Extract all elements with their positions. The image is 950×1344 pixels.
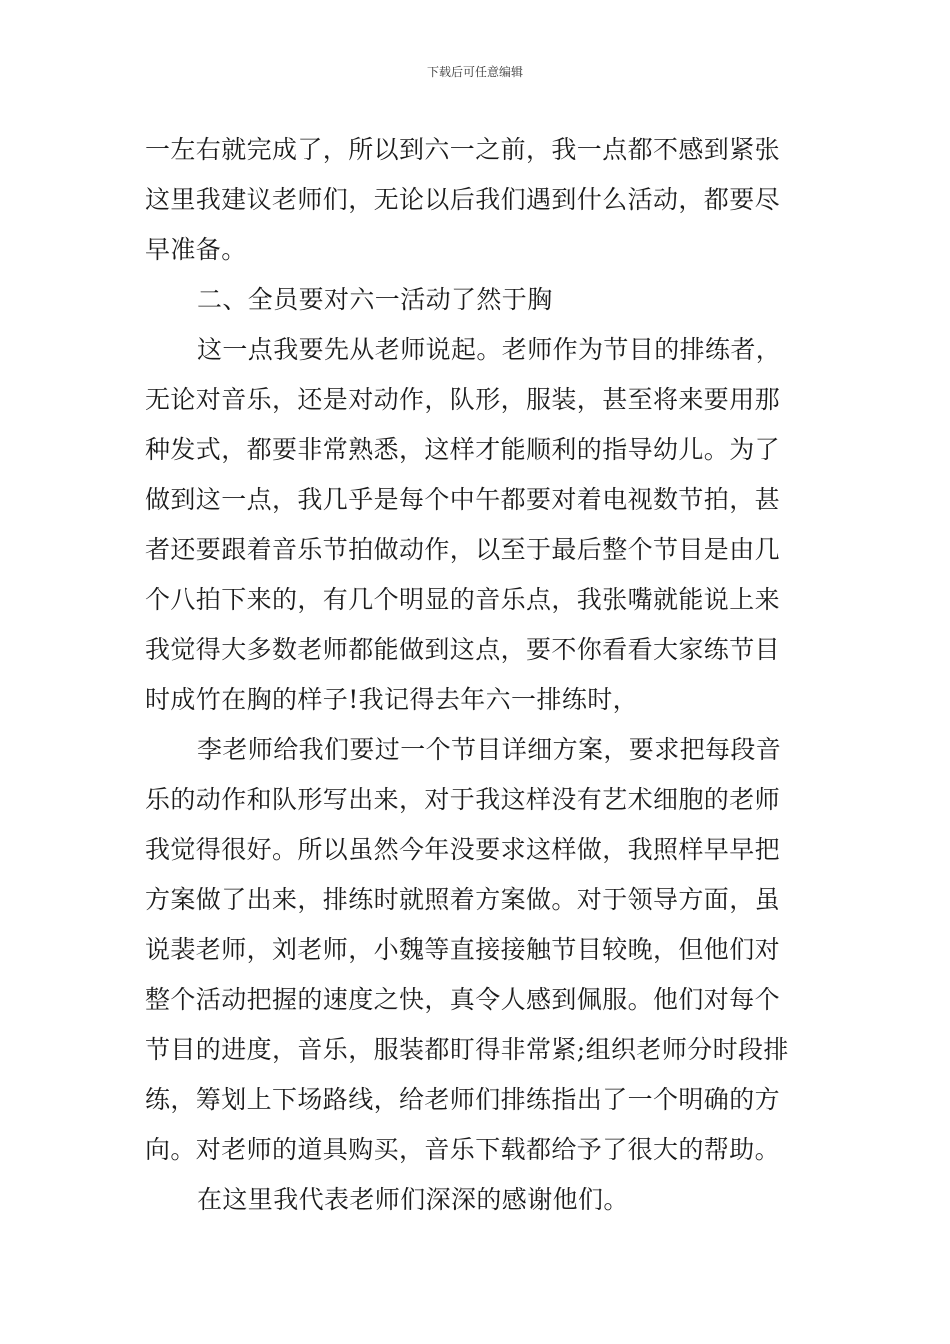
text-line: 节目的进度，音乐，服装都盯得非常紧;组织老师分时段排: [145, 1035, 789, 1064]
text-line: 无论对音乐，还是对动作，队形，服装，甚至将来要用那: [145, 385, 781, 414]
text-line: 这一点我要先从老师说起。老师作为节目的排练者，: [197, 335, 782, 364]
text-line: 做到这一点，我几乎是每个中午都要对着电视数节拍，甚: [145, 485, 781, 514]
text-line: 乐的动作和队形写出来，对于我这样没有艺术细胞的老师: [145, 785, 781, 814]
text-line: 个八拍下来的，有几个明显的音乐点，我张嘴就能说上来: [145, 585, 781, 614]
text-line: 一左右就完成了，所以到六一之前，我一点都不感到紧张: [145, 135, 781, 164]
text-line: 向。对老师的道具购买，音乐下载都给予了很大的帮助。: [145, 1135, 781, 1164]
text-line: 我觉得大多数老师都能做到这点，要不你看看大家练节目: [145, 635, 781, 664]
text-line: 说裴老师，刘老师，小魏等直接接触节目较晚，但他们对: [145, 935, 781, 964]
text-line: 时成竹在胸的样子!我记得去年六一排练时，: [145, 685, 639, 714]
text-line: 在这里我代表老师们深深的感谢他们。: [197, 1185, 629, 1214]
page-header: 下载后可任意编辑: [426, 65, 523, 79]
text-line: 练，筹划上下场路线，给老师们排练指出了一个明确的方: [145, 1085, 781, 1114]
document-body: [145, 125, 810, 1225]
text-line: 整个活动把握的速度之快，真令人感到佩服。他们对每个: [145, 985, 781, 1014]
text-line: 早准备。: [145, 235, 247, 264]
text-line: 方案做了出来，排练时就照着方案做。对于领导方面，虽: [145, 885, 781, 914]
text-line: 种发式，都要非常熟悉，这样才能顺利的指导幼儿。为了: [145, 435, 781, 464]
text-line: 李老师给我们要过一个节目详细方案，要求把每段音: [197, 735, 782, 764]
text-line: 我觉得很好。所以虽然今年没要求这样做，我照样早早把: [145, 835, 781, 864]
text-line: 这里我建议老师们，无论以后我们遇到什么活动，都要尽: [145, 185, 781, 214]
section-heading: 二、全员要对六一活动了然于胸: [197, 285, 553, 314]
text-line: 者还要跟着音乐节拍做动作，以至于最后整个节目是由几: [145, 535, 781, 564]
